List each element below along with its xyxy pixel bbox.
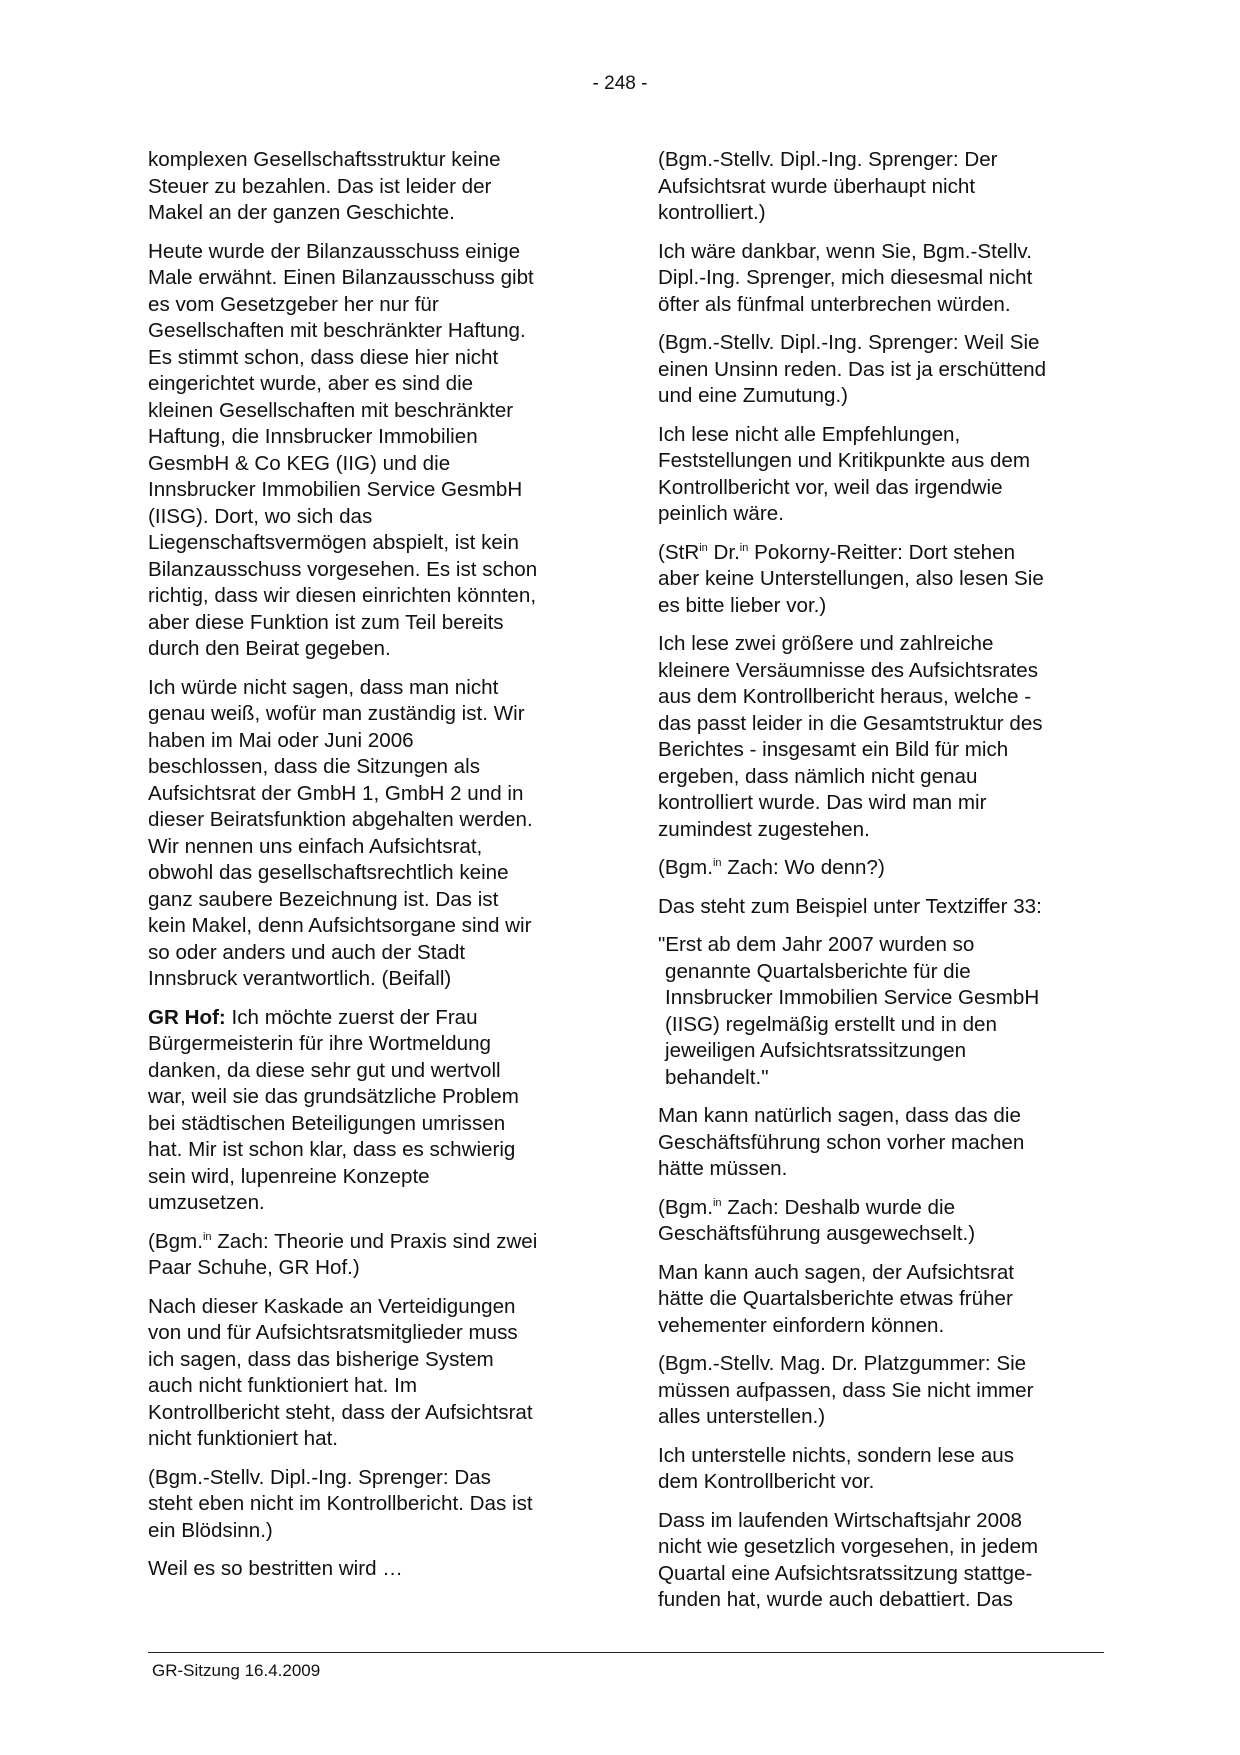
paragraph (658, 1351, 1101, 1431)
text-line: Aufsichtsrat wurde überhaupt nicht (658, 174, 976, 198)
text-line: Geschäftsführung schon vorher machen (658, 1130, 1025, 1154)
right-column (658, 147, 1101, 1626)
text-line: Haftung, die Innsbrucker Immobilien (148, 425, 478, 448)
text-line: hätte müssen. (658, 1157, 788, 1180)
text-line: Paar Schuhe, GR Hof.) (148, 1256, 360, 1279)
left-column (148, 147, 591, 1595)
title-superscript: in (699, 541, 708, 554)
text-line: jeweiligen Aufsichtsratssitzungen (665, 1039, 967, 1062)
paragraph (658, 239, 1101, 319)
title-abbrev: (Bgm. (658, 856, 713, 879)
text-line: Dipl.-Ing. Sprenger, mich diesesmal nicht (658, 266, 1033, 289)
title-superscript: in (712, 1196, 722, 1209)
text-line: genannte Quartalsberichte für die (665, 959, 971, 983)
title-abbrev: Dr. (707, 540, 740, 564)
text-line-rest: Zach: Theorie und Praxis sind zwei (211, 1229, 538, 1253)
title-abbrev: (StR (658, 540, 700, 564)
text-line: Weil es so bestritten wird … (148, 1557, 403, 1580)
text-line: müssen aufpassen, dass Sie nicht immer (658, 1378, 1034, 1402)
paragraph (658, 1103, 1101, 1183)
text-line: umzusetzen. (148, 1191, 265, 1214)
text-line: kleinen Gesellschaften mit beschränkter (148, 398, 514, 422)
text-line: Gesellschaften mit beschränkter Haftung. (148, 319, 526, 342)
text-line: vehementer einfordern können. (658, 1313, 945, 1337)
text-line: kontrolliert wurde. Das wird man mir (658, 791, 987, 814)
text-line: Ich wäre dankbar, wenn Sie, Bgm.-Stellv. (658, 239, 1032, 263)
text-line: Ich unterstelle nichts, sondern lese aus (658, 1443, 1015, 1467)
text-line: auch nicht funktioniert hat. Im (148, 1374, 418, 1397)
text-line: (Bgm.-Stellv. Dipl.-Ing. Sprenger: Das (148, 1465, 491, 1489)
text-line: einen Unsinn reden. Das ist ja erschüttend (658, 357, 1047, 381)
text-line: Kontrollbericht steht, dass der Aufsichtsrat (148, 1400, 533, 1424)
text-line: Innsbruck verantwortlich. (Beifall) (148, 967, 452, 990)
text-line: Quartal eine Aufsichtsratssitzung stattge- (658, 1561, 1033, 1585)
text-line: durch den Beirat gegeben. (148, 637, 391, 660)
paragraph (658, 631, 1101, 843)
text-line: zumindest zugestehen. (658, 817, 870, 841)
text-line: nicht funktioniert hat. (148, 1427, 339, 1450)
text-line: "Erst ab dem Jahr 2007 wurden so (658, 933, 975, 956)
text-line: dieser Beiratsfunktion abgehalten werden. (148, 808, 533, 831)
text-line: behandelt." (665, 1065, 769, 1089)
text-line: Male erwähnt. Einen Bilanzausschuss gibt (148, 266, 534, 289)
paragraph (658, 1443, 1101, 1496)
text-line: so oder anders und auch der Stadt (148, 940, 466, 964)
page-number: - 248 - (592, 73, 648, 94)
text-line (658, 1195, 1101, 1222)
text-line: eingerichtet wurde, aber es sind die (148, 372, 474, 395)
paragraph (658, 1195, 1101, 1248)
text-line-rest: Zach: Wo denn?) (721, 856, 885, 879)
text-line: nicht wie gesetzlich vorgesehen, in jedem (658, 1535, 1039, 1558)
text-line: hat. Mir ist schon klar, dass es schwierig (148, 1138, 516, 1161)
paragraph (658, 540, 1101, 620)
text-line: haben im Mai oder Juni 2006 (148, 728, 414, 752)
text-line: kontrolliert.) (658, 201, 766, 224)
text-line: öfter als fünfmal unterbrechen würden. (658, 292, 1011, 316)
paragraph (658, 894, 1101, 921)
speaker-name: GR Hof: (148, 1005, 226, 1029)
text-line: Heute wurde der Bilanzausschuss einige (148, 239, 521, 263)
text-line (658, 855, 1101, 882)
text-line: kleinere Versäumnisse des Aufsichtsrates (658, 658, 1039, 682)
text-line: ergeben, dass nämlich nicht genau (658, 764, 978, 788)
title-superscript: in (739, 541, 749, 554)
text-line: Feststellungen und Kritikpunkte aus dem (658, 449, 1031, 472)
paragraph (148, 1229, 591, 1282)
text-line: danken, da diese sehr gut und wertvoll (148, 1058, 501, 1082)
text-line: Ich lese nicht alle Empfehlungen, (658, 422, 961, 446)
text-line: steht eben nicht im Kontrollbericht. Das ist (148, 1492, 533, 1515)
text-line: (IISG) regelmäßig erstellt und in den (665, 1012, 997, 1036)
text-line: Liegenschaftsvermögen abspielt, ist kein (148, 531, 519, 554)
text-line: Man kann auch sagen, der Aufsichtsrat (658, 1260, 1015, 1284)
text-line: dem Kontrollbericht vor. (658, 1470, 875, 1493)
title-superscript: in (712, 857, 722, 869)
text-line: Dass im laufenden Wirtschaftsjahr 2008 (658, 1508, 1022, 1532)
text-line: Berichtes - insgesamt ein Bild für mich (658, 738, 1009, 761)
paragraph (148, 1005, 591, 1217)
text-line: Bürgermeisterin für ihre Wortmeldung (148, 1032, 491, 1055)
text-line-rest: Ich möchte zuerst der Frau (225, 1005, 478, 1029)
title-superscript: in (202, 1230, 212, 1243)
text-line: peinlich wäre. (658, 502, 784, 525)
text-line: GesmbH & Co KEG (IIG) und die (148, 451, 451, 475)
text-line: und eine Zumutung.) (658, 384, 849, 407)
title-abbrev: (Bgm. (658, 1195, 713, 1219)
text-line: ich sagen, dass das bisherige System (148, 1347, 494, 1371)
paragraph (148, 239, 591, 663)
text-line: Bilanzausschuss vorgesehen. Es ist schon (148, 557, 538, 581)
text-line-rest: Pokorny-Reitter: Dort stehen (748, 540, 1016, 564)
paragraph (148, 1294, 591, 1453)
text-line: das passt leider in die Gesamtstruktur des (658, 711, 1043, 735)
text-line: komplexen Gesellschaftsstruktur keine (148, 148, 501, 171)
text-line: kein Makel, denn Aufsichtsorgane sind wir (148, 914, 532, 937)
text-line: von und für Aufsichtsratsmitglieder muss (148, 1321, 518, 1344)
paragraph (658, 147, 1101, 227)
text-line: Geschäftsführung ausgewechselt.) (658, 1222, 976, 1245)
text-line (658, 540, 1101, 567)
paragraph (148, 1465, 591, 1545)
text-line: Steuer zu bezahlen. Das ist leider der (148, 174, 492, 198)
text-line: Ich würde nicht sagen, dass man nicht (148, 675, 499, 699)
text-line: (Bgm.-Stellv. Dipl.-Ing. Sprenger: Weil Sie (658, 331, 1040, 354)
text-line: (Bgm.-Stellv. Mag. Dr. Platzgummer: Sie (658, 1352, 1027, 1375)
text-line: Aufsichtsrat der GmbH 1, GmbH 2 und in (148, 781, 524, 805)
text-line: Innsbrucker Immobilien Service GesmbH (665, 986, 1040, 1009)
text-line: beschlossen, dass die Sitzungen als (148, 755, 480, 778)
paragraph (658, 855, 1101, 882)
text-line: bei städtischen Beteiligungen umrissen (148, 1111, 506, 1135)
paragraph (148, 675, 591, 993)
text-line: sein wird, lupenreine Konzepte (148, 1164, 430, 1188)
title-abbrev: (Bgm. (148, 1229, 203, 1253)
footer-text: GR-Sitzung 16.4.2009 (152, 1661, 321, 1680)
footer-divider (148, 1652, 1104, 1653)
text-line: es vom Gesetzgeber her nur für (148, 292, 439, 316)
paragraph (658, 422, 1101, 528)
text-line-rest: Zach: Deshalb wurde die (721, 1195, 956, 1219)
text-line: Kontrollbericht vor, weil das irgendwie (658, 475, 1003, 499)
text-line: Man kann natürlich sagen, dass das die (658, 1104, 1021, 1127)
paragraph (148, 147, 591, 227)
text-line: hätte die Quartalsberichte etwas früher (658, 1287, 1013, 1310)
text-line: Es stimmt schon, dass diese hier nicht (148, 345, 499, 369)
paragraph (658, 1508, 1101, 1614)
text-line: obwohl das gesellschaftsrechtlich keine (148, 861, 509, 884)
text-line (148, 1005, 591, 1032)
text-line: alles unterstellen.) (658, 1405, 826, 1428)
text-line: ganz saubere Bezeichnung ist. Das ist (148, 887, 499, 911)
text-line: war, weil sie das grundsätzliche Problem (148, 1085, 519, 1108)
paragraph (148, 1556, 591, 1583)
text-line: Das steht zum Beispiel unter Textziffer 33: (658, 894, 1042, 918)
text-line: (Bgm.-Stellv. Dipl.-Ing. Sprenger: Der (658, 148, 998, 171)
text-line: aber diese Funktion ist zum Teil bereits (148, 610, 504, 634)
text-line: Nach dieser Kaskade an Verteidigungen (148, 1294, 516, 1318)
text-line: richtig, dass wir diesen einrichten könnten, (148, 584, 537, 607)
text-line: (IISG). Dort, wo sich das (148, 504, 373, 528)
text-line: Wir nennen uns einfach Aufsichtsrat, (148, 834, 483, 858)
text-line: es bitte lieber vor.) (658, 593, 827, 617)
text-line: aber keine Unterstellungen, also lesen Sie (658, 567, 1044, 590)
text-line: Ich lese zwei größere und zahlreiche (658, 632, 994, 655)
text-line (148, 1229, 591, 1256)
text-line: Makel an der ganzen Geschichte. (148, 201, 455, 224)
text-line: Innsbrucker Immobilien Service GesmbH (148, 478, 523, 501)
text-line: aus dem Kontrollbericht heraus, welche - (658, 685, 1032, 708)
paragraph (658, 330, 1101, 410)
paragraph (658, 1260, 1101, 1340)
text-line: genau weiß, wofür man zuständig ist. Wir (148, 702, 525, 725)
text-line: funden hat, wurde auch debattiert. Das (658, 1588, 1013, 1611)
text-line: ein Blödsinn.) (148, 1518, 273, 1542)
block-quote (658, 932, 1101, 1091)
